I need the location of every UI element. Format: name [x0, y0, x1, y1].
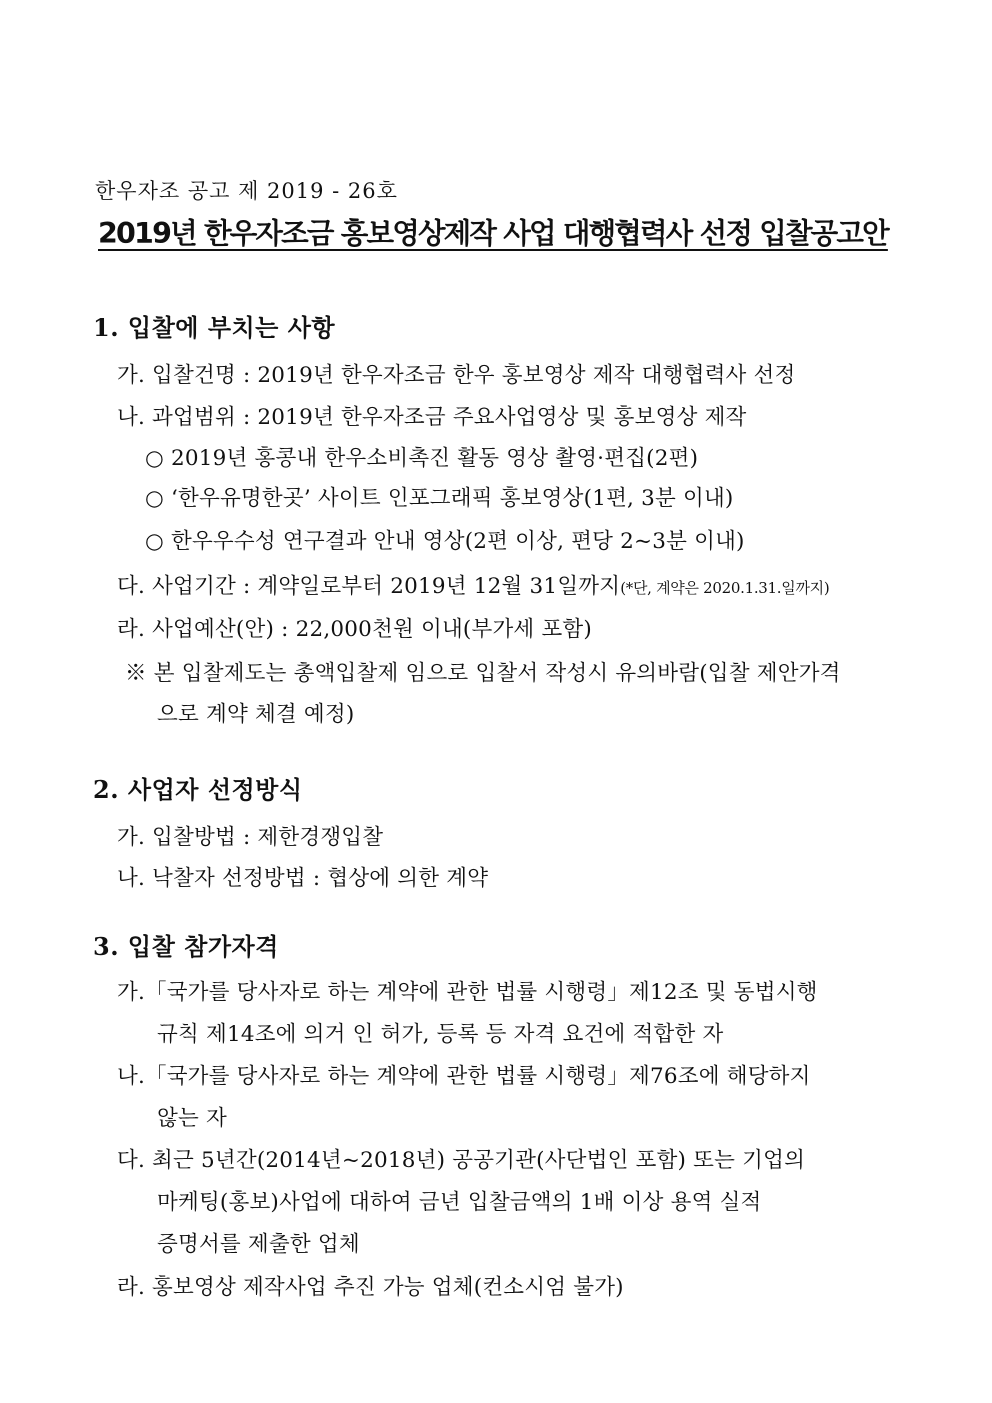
section-2-item-ga: 가. 입찰방법 : 제한경쟁입찰: [117, 825, 384, 850]
section-1-item-da: [117, 569, 829, 600]
notice-number: 한우자조 공고 제 2019 - 26호: [95, 179, 398, 203]
section-3-item-na-line-1: 나.「국가를 당사자로 하는 계약에 관한 법률 시행령」제76조에 해당하지: [117, 1064, 811, 1089]
section-1-sub-item-3: ○ 한우우수성 연구결과 안내 영상(2편 이상, 편당 2~3분 이내): [145, 529, 745, 554]
section-3-item-ga-line-1: 가.「국가를 당사자로 하는 계약에 관한 법률 시행령」제12조 및 동법시행: [117, 980, 818, 1005]
section-3-item-da-line-3: 증명서를 제출한 업체: [157, 1232, 360, 1257]
section-3-item-da-line-1: 다. 최근 5년간(2014년~2018년) 공공기관(사단법인 포함) 또는 기업의: [117, 1148, 806, 1173]
section-1-sub-item-2: ○ ‘한우유명한곳’ 사이트 인포그래픽 홍보영상(1편, 3분 이내): [145, 486, 734, 511]
section-1-item-ga: 가. 입찰건명 : 2019년 한우자조금 한우 홍보영상 제작 대행협력사 선정: [117, 363, 796, 388]
section-2-item-na: 나. 낙찰자 선정방법 : 협상에 의한 계약: [117, 866, 489, 891]
document-title: 2019년 한우자조금 홍보영상제작 사업 대행협력사 선정 입찰공고안: [98, 217, 888, 250]
section-1-note-line-1: ※ 본 입찰제도는 총액입찰제 임으로 입찰서 작성시 유의바람(입찰 제안가격: [125, 661, 841, 686]
section-1-item-da-text: 다. 사업기간 : 계약일로부터 2019년 12월 31일까지: [117, 574, 621, 599]
section-1-item-ra: 라. 사업예산(안) : 22,000천원 이내(부가세 포함): [117, 617, 592, 642]
section-3-item-da-line-2: 마케팅(홍보)사업에 대하여 금년 입찰금액의 1배 이상 용역 실적: [157, 1190, 762, 1215]
section-3-heading: 3. 입찰 참가자격: [93, 932, 279, 961]
section-3-item-na-line-2: 않는 자: [157, 1106, 227, 1131]
section-2-heading: 2. 사업자 선정방식: [93, 775, 303, 804]
section-1-heading: 1. 입찰에 부치는 사항: [93, 313, 336, 342]
section-1-item-na: 나. 과업범위 : 2019년 한우자조금 주요사업영상 및 홍보영상 제작: [117, 405, 747, 430]
section-3-item-ga-line-2: 규칙 제14조에 의거 인 허가, 등록 등 자격 요건에 적합한 자: [157, 1022, 724, 1047]
section-1-note-line-2: 으로 계약 체결 예정): [157, 702, 355, 727]
section-1-item-da-note: (*단, 계약은 2020.1.31.일까지): [620, 579, 830, 597]
section-3-item-ra: 라. 홍보영상 제작사업 추진 가능 업체(컨소시엄 불가): [117, 1275, 624, 1300]
section-1-sub-item-1: ○ 2019년 홍콩내 한우소비촉진 활동 영상 촬영·편집(2편): [145, 446, 699, 471]
